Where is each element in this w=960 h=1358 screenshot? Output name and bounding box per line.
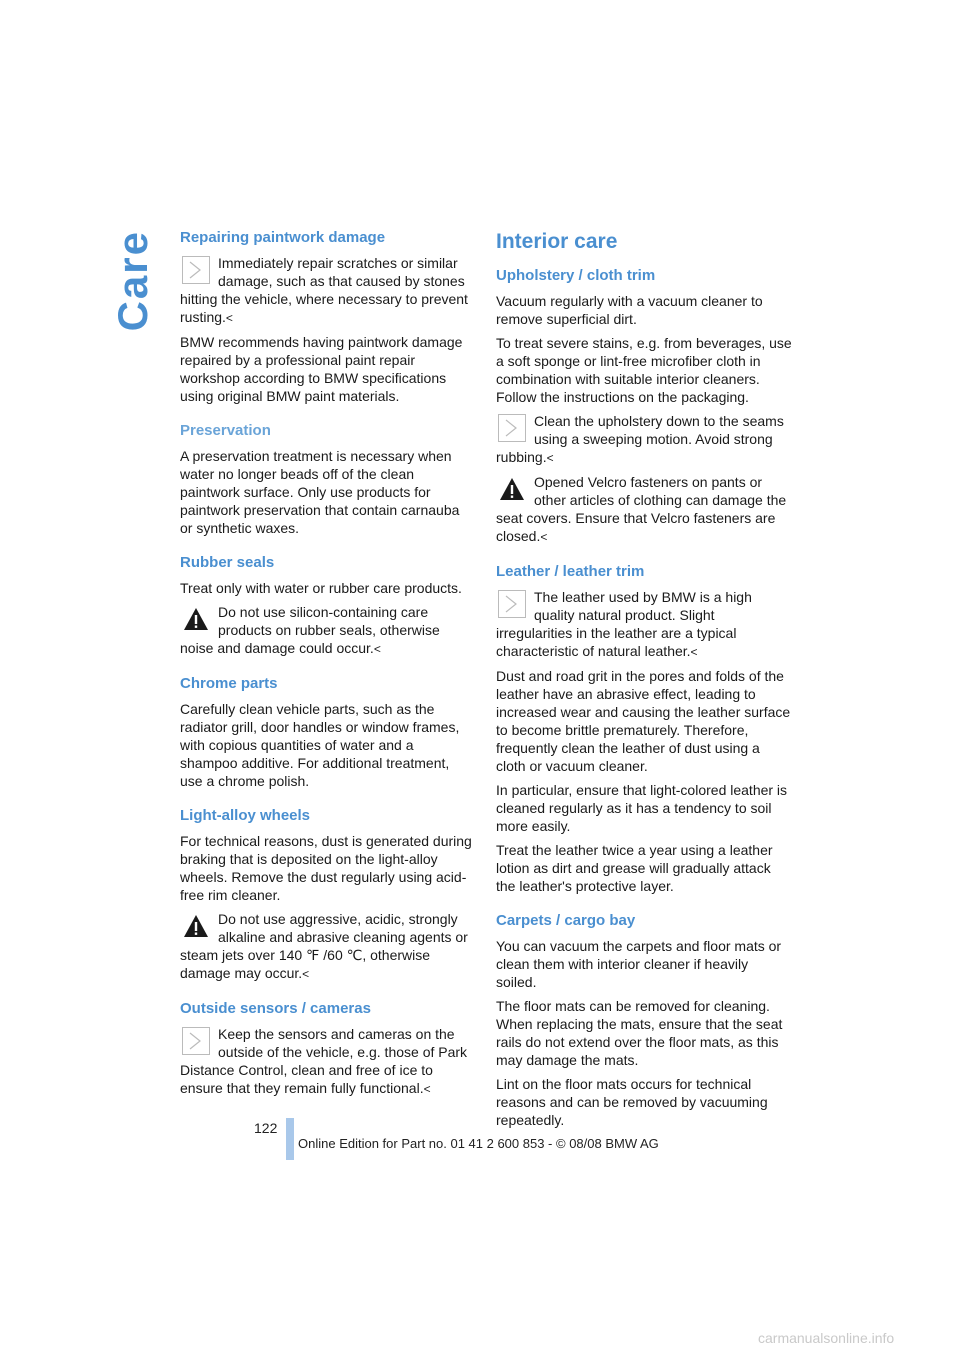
heading-carpets: Carpets / cargo bay — [496, 912, 636, 929]
upholstery-paragraph-1: Vacuum regularly with a vacuum cleaner to remove superficial dirt. — [496, 293, 763, 327]
warning-velcro: Opened Velcro fasteners on pants or other articles of clothing can damage the seat covers. Ensure that Velcro fasteners are closed.< — [496, 474, 787, 544]
note-sensors: Keep the sensors and cameras on the outside of the vehicle, e.g. those of Park Distance Control, clean and free of ice to ensure that they remain fully functional.< — [180, 1026, 468, 1096]
heading-preservation: Preservation — [180, 422, 271, 439]
note-leather: The leather used by BMW is a high quality natural product. Slight irregularities in the leather are a typical characteristic of natural leather.< — [496, 589, 752, 659]
warning-triangle-icon — [498, 475, 526, 503]
footer-bar — [286, 1118, 294, 1160]
note-arrow-icon — [182, 256, 210, 284]
alloy-paragraph: For technical reasons, dust is generated during braking that is deposited on the light-alloy wheels. Remove the dust regularly using acid-free rim cleaner. — [180, 833, 472, 903]
right-column — [496, 228, 792, 1135]
note-arrow-icon — [498, 414, 526, 442]
carpet-paragraph-3: Lint on the floor mats occurs for technical reasons and can be removed by vacuuming repeatedly. — [496, 1076, 768, 1128]
chrome-paragraph: Carefully clean vehicle parts, such as the radiator grill, door handles or window frames, with copious quantities of water and a shampoo additive. For additional treatment, use a chrome polish. — [180, 701, 460, 789]
page-number: 122 — [254, 1120, 278, 1136]
warning-alloy-text: Do not use aggressive, acidic, strongly alkaline and abrasive cleaning agents or steam jets over 140 ℉ /60 ℃, otherwise damage may occur. — [180, 911, 468, 981]
heading-rubber-seals: Rubber seals — [180, 554, 275, 571]
note-arrow-icon — [182, 1027, 210, 1055]
heading-outside-sensors: Outside sensors / cameras — [180, 1000, 371, 1017]
carpet-paragraph-1: You can vacuum the carpets and floor mats or clean them with interior cleaner if heavily soiled. — [496, 938, 782, 990]
heading-leather: Leather / leather trim — [496, 563, 645, 580]
note-upholstery: Clean the upholstery down to the seams using a sweeping motion. Avoid strong rubbing.< — [496, 413, 784, 465]
note-sensors-text: Keep the sensors and cameras on the outside of the vehicle, e.g. those of Park Distance Control, clean and free of ice to ensure that they remain fully functional. — [180, 1026, 468, 1096]
warning-triangle-icon — [182, 605, 210, 633]
rubber-paragraph: Treat only with water or rubber care products. — [180, 580, 462, 596]
heading-interior-care: Interior care — [496, 230, 618, 253]
note-arrow-icon — [498, 590, 526, 618]
note-upholstery-text: Clean the upholstery down to the seams using a sweeping motion. Avoid strong rubbing. — [496, 413, 784, 465]
leather-paragraph-2: In particular, ensure that light-colored leather is cleaned regularly as it has a tendency to soil more easily. — [496, 782, 788, 834]
note-paintwork-text: Immediately repair scratches or similar damage, such as that caused by stones hitting the vehicle, where necessary to prevent rusting. — [180, 255, 468, 325]
carpet-paragraph-2: The floor mats can be removed for cleaning. When replacing the mats, ensure that the seat rails do not extend over the floor mats, as this may damage the mats. — [496, 998, 783, 1068]
heading-chrome-parts: Chrome parts — [180, 675, 278, 692]
warning-rubber-text: Do not use silicon-containing care products on rubber seals, otherwise noise and damage could occur. — [180, 604, 440, 656]
heading-upholstery: Upholstery / cloth trim — [496, 267, 656, 284]
paintwork-paragraph: BMW recommends having paintwork damage repaired by a professional paint repair workshop according to BMW specifications using original BMW paint materials. — [180, 334, 463, 404]
leather-paragraph-1: Dust and road grit in the pores and folds of the leather have an abrasive effect, leading to increased wear and causing the leather surface to become brittle prematurely. Therefore, frequently clean the leather of dust using a cloth or vacuum cleaner. — [496, 668, 791, 774]
upholstery-paragraph-2: To treat severe stains, e.g. from beverages, use a soft sponge or lint-free microfiber cloth in combination with suitable interior cleaners. Follow the instructions on the packaging. — [496, 335, 792, 405]
note-leather-text: The leather used by BMW is a high quality natural product. Slight irregularities in the leather are a typical characteristic of natural leather. — [496, 589, 752, 659]
warning-velcro-text: Opened Velcro fasteners on pants or other articles of clothing can damage the seat covers. Ensure that Velcro fasteners are closed. — [496, 474, 787, 544]
warning-alloy: Do not use aggressive, acidic, strongly alkaline and abrasive cleaning agents or steam jets over 140 ℉ /60 ℃, otherwise damage may occur.< — [180, 911, 468, 981]
heading-repairing-paintwork: Repairing paintwork damage — [180, 229, 386, 246]
left-column — [180, 228, 472, 1104]
side-tab-care: Care — [109, 230, 156, 332]
preservation-paragraph: A preservation treatment is necessary when water no longer beads off of the clean paintwork surface. Only use products for paintwork preservation that contain carnauba or synthetic waxes. — [180, 448, 460, 536]
watermark: carmanualsonline.info — [758, 1330, 895, 1346]
heading-light-alloy-wheels: Light-alloy wheels — [180, 807, 311, 824]
warning-rubber: Do not use silicon-containing care products on rubber seals, otherwise noise and damage could occur.< — [180, 604, 440, 656]
note-paintwork: Immediately repair scratches or similar damage, such as that caused by stones hitting the vehicle, where necessary to prevent rusting.< — [180, 255, 468, 325]
leather-paragraph-3: Treat the leather twice a year using a leather lotion as dirt and grease will gradually attack the leather's protective layer. — [496, 842, 773, 894]
footer-edition-text: Online Edition for Part no. 01 41 2 600 853 - © 08/08 BMW AG — [298, 1136, 659, 1151]
warning-triangle-icon — [182, 912, 210, 940]
